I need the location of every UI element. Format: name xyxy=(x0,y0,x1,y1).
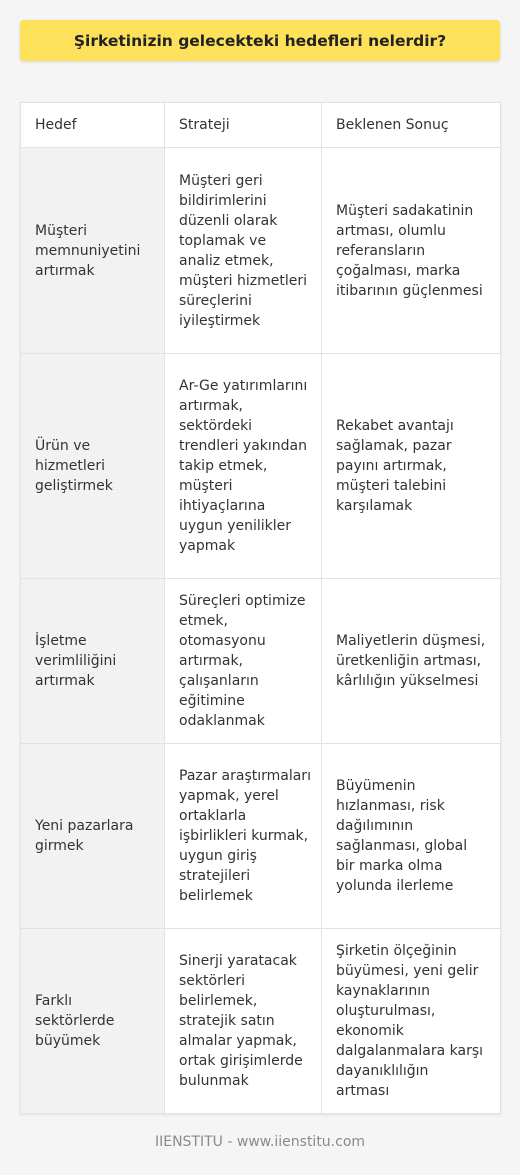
header-result: Beklenen Sonuç xyxy=(322,103,501,148)
result-cell: Maliyetlerin düşmesi, üretkenliğin artması, kârlılığın yükselmesi xyxy=(322,579,501,744)
page-title: Şirketinizin gelecekteki hedefleri nelerdir? xyxy=(20,20,500,61)
table-row xyxy=(21,354,501,579)
strategy-cell: Pazar araştırmaları yapmak, yerel ortaklarla işbirlikleri kurmak, uygun giriş stratejileri belirlemek xyxy=(165,744,322,929)
header-strategy: Strateji xyxy=(165,103,322,148)
result-cell: Şirketin ölçeğinin büyümesi, yeni gelir kaynaklarının oluşturulması, ekonomik dalgalanmalara karşı dayanıklılığın artması xyxy=(322,929,501,1114)
goal-cell: Ürün ve hizmetleri geliştirmek xyxy=(21,354,165,579)
table-row xyxy=(21,579,501,744)
result-cell: Rekabet avantajı sağlamak, pazar payını artırmak, müşteri talebini karşılamak xyxy=(322,354,501,579)
strategy-cell: Ar-Ge yatırımlarını artırmak, sektördeki trendleri yakından takip etmek, müşteri ihtiyaçlarına uygun yenilikler yapmak xyxy=(165,354,322,579)
footer-credit: IIENSTITU - www.iienstitu.com xyxy=(154,1134,366,1150)
table-row xyxy=(21,148,501,354)
goal-cell: İşletme verimliliğini artırmak xyxy=(21,579,165,744)
strategy-cell: Sinerji yaratacak sektörleri belirlemek, stratejik satın almalar yapmak, ortak girişimlerde bulunmak xyxy=(165,929,322,1114)
header-goal: Hedef xyxy=(21,103,165,148)
goal-cell: Müşteri memnuniyetini artırmak xyxy=(21,148,165,354)
strategy-cell: Müşteri geri bildirimlerini düzenli olarak toplamak ve analiz etmek, müşteri hizmetleri süreçlerini iyileştirmek xyxy=(165,148,322,354)
strategy-cell: Süreçleri optimize etmek, otomasyonu artırmak, çalışanların eğitimine odaklanmak xyxy=(165,579,322,744)
result-cell: Müşteri sadakatinin artması, olumlu referansların çoğalması, marka itibarının güçlenmesi xyxy=(322,148,501,354)
goal-cell: Farklı sektörlerde büyümek xyxy=(21,929,165,1114)
table-row xyxy=(21,929,501,1114)
result-cell: Büyümenin hızlanması, risk dağılımının sağlanması, global bir marka olma yolunda ilerleme xyxy=(322,744,501,929)
table-header-row xyxy=(21,103,501,148)
goal-cell: Yeni pazarlara girmek xyxy=(21,744,165,929)
table-row xyxy=(21,744,501,929)
goals-table xyxy=(20,102,501,1114)
